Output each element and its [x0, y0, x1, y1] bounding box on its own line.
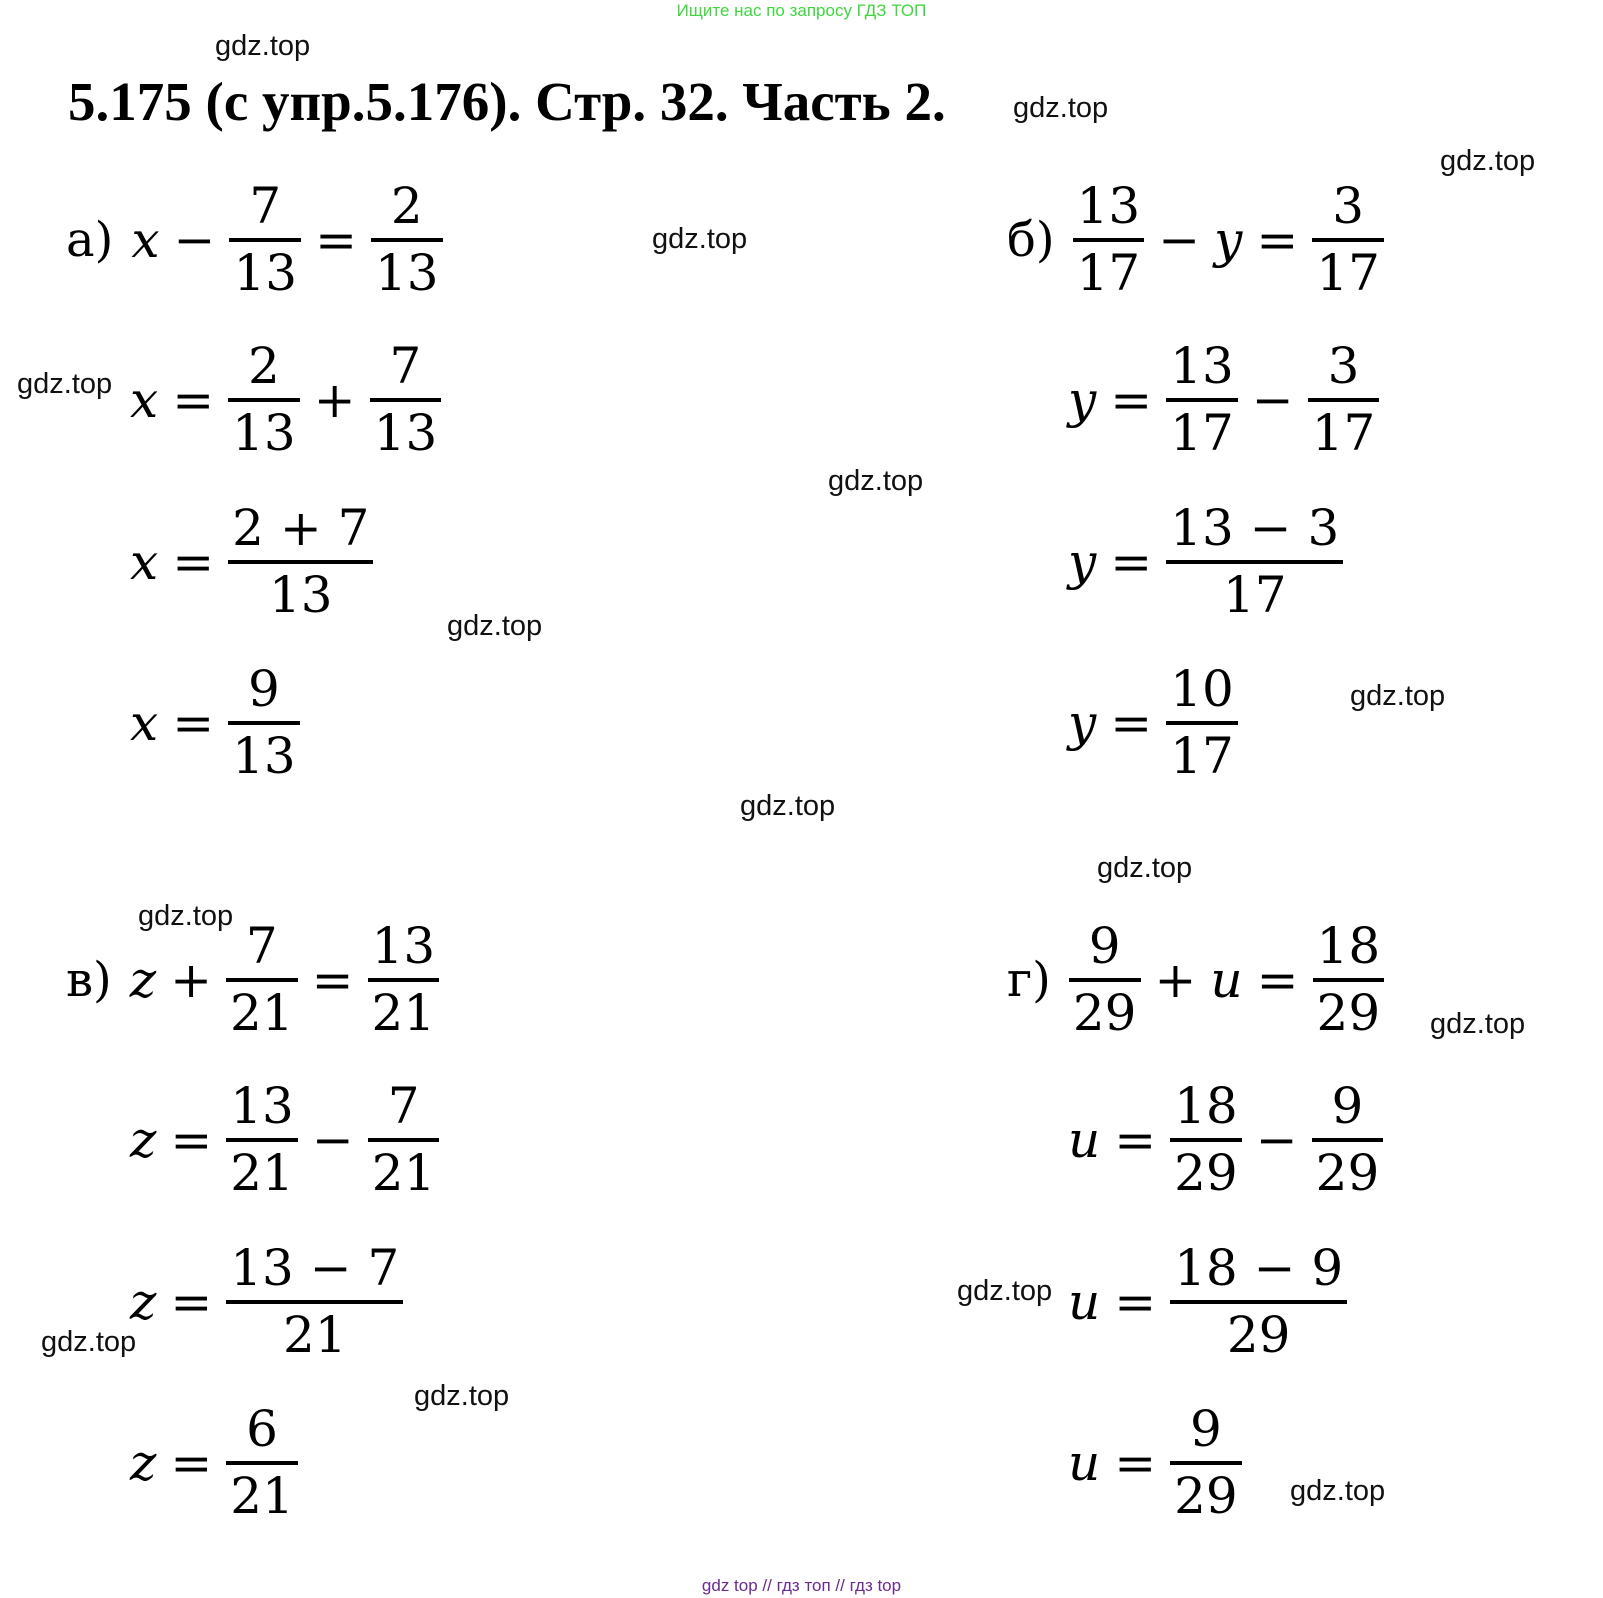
- fraction-bar: [226, 1300, 403, 1304]
- operator: −: [1251, 371, 1294, 429]
- equals-sign: =: [172, 533, 215, 591]
- variable: x: [130, 371, 159, 429]
- numerator: 18: [1174, 1077, 1238, 1135]
- watermark: gdz.top: [138, 900, 234, 932]
- problem-b-line-2: [1068, 325, 1379, 475]
- fraction: [1166, 662, 1238, 784]
- denominator: 17: [1170, 727, 1234, 785]
- variable: x: [131, 211, 160, 269]
- watermark: gdz.top: [215, 30, 311, 62]
- problem-v-line-3: [130, 1227, 403, 1377]
- problem-label: а): [66, 212, 114, 268]
- variable: z: [130, 1434, 157, 1492]
- numerator: 9: [1331, 1077, 1364, 1135]
- fraction: [226, 919, 298, 1041]
- problem-a-line-4: [130, 648, 300, 798]
- fraction-bar: [1308, 398, 1380, 402]
- fraction-bar: [228, 560, 373, 564]
- fraction-bar: [226, 1138, 298, 1142]
- operator: −: [1158, 211, 1201, 269]
- watermark: gdz.top: [740, 790, 836, 822]
- equals-sign: =: [1114, 1273, 1157, 1331]
- denominator: 29: [1316, 984, 1381, 1042]
- problem-b-line-4: [1068, 648, 1238, 798]
- fraction: [1170, 1079, 1242, 1201]
- denominator: 21: [230, 1144, 294, 1202]
- operator: −: [173, 211, 216, 269]
- denominator: 17: [1076, 244, 1141, 302]
- equals-sign: =: [1114, 1111, 1157, 1169]
- fraction: [228, 501, 373, 623]
- operator: −: [311, 1111, 354, 1169]
- equals-sign: =: [315, 211, 357, 269]
- fraction-bar: [1170, 1138, 1242, 1142]
- numerator: 7: [245, 917, 278, 975]
- fraction-bar: [1312, 1138, 1384, 1142]
- numerator: 9: [1088, 917, 1121, 975]
- fraction-bar: [1170, 1461, 1242, 1465]
- fraction-bar: [1166, 398, 1238, 402]
- numerator: 9: [248, 660, 280, 718]
- denominator: 21: [230, 984, 294, 1042]
- denominator: 13: [232, 404, 296, 462]
- fraction: [226, 1079, 298, 1201]
- denominator: 21: [371, 1144, 436, 1202]
- denominator: 29: [1226, 1306, 1291, 1364]
- variable: u: [1210, 951, 1243, 1009]
- variable: x: [130, 533, 159, 591]
- fraction-bar: [370, 398, 442, 402]
- denominator: 29: [1174, 1144, 1238, 1202]
- denominator: 21: [371, 984, 436, 1042]
- fraction: [1069, 919, 1141, 1041]
- problem-label: б): [1007, 212, 1055, 268]
- fraction-bar: [228, 398, 300, 402]
- fraction: [228, 339, 300, 461]
- numerator: 18: [1316, 917, 1381, 975]
- variable: y: [1068, 371, 1097, 429]
- fraction-bar: [1166, 721, 1238, 725]
- variable: u: [1068, 1111, 1101, 1169]
- problem-label: г): [1007, 952, 1051, 1008]
- denominator: 17: [1222, 566, 1287, 624]
- operator: +: [1154, 951, 1197, 1009]
- fraction: [368, 919, 440, 1041]
- numerator: 13 − 3: [1170, 499, 1340, 557]
- variable: u: [1068, 1273, 1101, 1331]
- equals-sign: =: [1110, 533, 1153, 591]
- watermark: gdz.top: [1013, 92, 1109, 124]
- watermark: gdz.top: [652, 223, 748, 255]
- denominator: 17: [1170, 404, 1234, 462]
- watermark: gdz.top: [447, 610, 543, 642]
- denominator: 13: [373, 404, 438, 462]
- fraction: [1166, 339, 1238, 461]
- denominator: 29: [1072, 984, 1137, 1042]
- fraction-bar: [368, 978, 440, 982]
- watermark: gdz.top: [1290, 1475, 1386, 1507]
- numerator: 9: [1190, 1400, 1222, 1458]
- fraction: [1313, 919, 1385, 1041]
- variable: y: [1214, 211, 1243, 269]
- numerator: 13: [1170, 337, 1234, 395]
- fraction: [1073, 179, 1145, 301]
- operator: −: [1255, 1111, 1298, 1169]
- problem-a-line-3: [130, 487, 373, 637]
- watermark: gdz.top: [1350, 680, 1446, 712]
- fraction: [1170, 1402, 1242, 1524]
- fraction-bar: [1312, 238, 1384, 242]
- fraction: [1312, 1079, 1384, 1201]
- fraction-bar: [226, 1461, 298, 1465]
- equals-sign: =: [170, 1273, 213, 1331]
- numerator: 6: [246, 1400, 278, 1458]
- fraction: [370, 339, 442, 461]
- fraction: [1170, 1241, 1347, 1363]
- denominator: 17: [1311, 404, 1376, 462]
- equals-sign: =: [1114, 1434, 1157, 1492]
- operator: +: [170, 951, 212, 1009]
- page-title: 5.175 (с упр.5.176). Стр. 32. Часть 2.: [68, 71, 946, 132]
- fraction: [371, 179, 443, 301]
- fraction-bar: [1069, 978, 1141, 982]
- numerator: 3: [1332, 177, 1365, 235]
- operator: +: [313, 371, 356, 429]
- numerator: 3: [1327, 337, 1360, 395]
- problem-label: в): [66, 952, 112, 1008]
- top-banner[interactable]: Ищите нас по запросу ГДЗ ТОП: [676, 1, 927, 20]
- fraction-bar: [368, 1138, 440, 1142]
- fraction-bar: [229, 238, 301, 242]
- fraction: [368, 1079, 440, 1201]
- equals-sign: =: [1110, 694, 1153, 752]
- problem-g-line-2: [1068, 1065, 1383, 1215]
- watermark: gdz.top: [1440, 145, 1536, 177]
- variable: x: [130, 694, 159, 752]
- fraction: [1308, 339, 1380, 461]
- fraction: [1312, 179, 1384, 301]
- bottom-banner[interactable]: gdz top // гдз топ // гдз top: [701, 1576, 902, 1595]
- equals-sign: =: [170, 1434, 213, 1492]
- fraction-bar: [1166, 560, 1343, 564]
- numerator: 10: [1170, 660, 1234, 718]
- problem-a-line-2: [130, 325, 441, 475]
- fraction: [229, 179, 301, 301]
- equals-sign: =: [1256, 211, 1299, 269]
- fraction-bar: [1313, 978, 1385, 982]
- numerator: 18 − 9: [1174, 1239, 1344, 1297]
- problem-b-line-3: [1068, 487, 1343, 637]
- numerator: 13: [1076, 177, 1141, 235]
- equals-sign: =: [311, 951, 354, 1009]
- problem-v-line-1: [66, 905, 439, 1055]
- equals-sign: =: [1110, 371, 1153, 429]
- watermark: gdz.top: [1097, 852, 1193, 884]
- denominator: 29: [1315, 1144, 1380, 1202]
- equals-sign: =: [172, 694, 215, 752]
- problem-b-line-1: [1007, 165, 1384, 315]
- fraction-bar: [226, 978, 298, 982]
- watermark: gdz.top: [957, 1275, 1053, 1307]
- equals-sign: =: [172, 371, 215, 429]
- numerator: 7: [249, 177, 282, 235]
- watermark: gdz.top: [41, 1326, 137, 1358]
- denominator: 13: [232, 727, 296, 785]
- watermark: gdz.top: [414, 1380, 510, 1412]
- numerator: 13 − 7: [230, 1239, 400, 1297]
- problem-v-line-4: [130, 1388, 298, 1538]
- numerator: 2: [390, 177, 423, 235]
- problem-a-line-1: [66, 165, 443, 315]
- numerator: 7: [389, 337, 422, 395]
- problem-g-line-4: [1068, 1388, 1242, 1538]
- fraction-bar: [1073, 238, 1145, 242]
- watermark: gdz.top: [17, 368, 113, 400]
- variable: z: [130, 1273, 157, 1331]
- denominator: 21: [230, 1467, 294, 1525]
- fraction-bar: [371, 238, 443, 242]
- numerator: 7: [387, 1077, 420, 1135]
- equals-sign: =: [1256, 951, 1299, 1009]
- numerator: 13: [371, 917, 436, 975]
- numerator: 2 + 7: [232, 499, 370, 557]
- denominator: 29: [1174, 1467, 1238, 1525]
- denominator: 13: [374, 244, 439, 302]
- fraction: [1166, 501, 1343, 623]
- numerator: 13: [230, 1077, 294, 1135]
- watermark: gdz.top: [828, 465, 924, 497]
- fraction: [228, 662, 300, 784]
- variable: z: [129, 951, 157, 1009]
- variable: z: [130, 1111, 157, 1169]
- denominator: 21: [283, 1306, 347, 1364]
- variable: y: [1068, 694, 1097, 752]
- variable: u: [1068, 1434, 1101, 1492]
- problem-g-line-3: [1068, 1227, 1347, 1377]
- denominator: 17: [1316, 244, 1380, 302]
- fraction-bar: [1170, 1300, 1347, 1304]
- fraction-bar: [228, 721, 300, 725]
- variable: y: [1068, 533, 1097, 591]
- watermark: gdz.top: [1430, 1008, 1526, 1040]
- numerator: 2: [248, 337, 280, 395]
- fraction: [226, 1402, 298, 1524]
- problem-v-line-2: [130, 1065, 439, 1215]
- denominator: 13: [233, 244, 298, 302]
- fraction: [226, 1241, 403, 1363]
- denominator: 13: [268, 566, 333, 624]
- equals-sign: =: [170, 1111, 213, 1169]
- problem-g-line-1: [1007, 905, 1384, 1055]
